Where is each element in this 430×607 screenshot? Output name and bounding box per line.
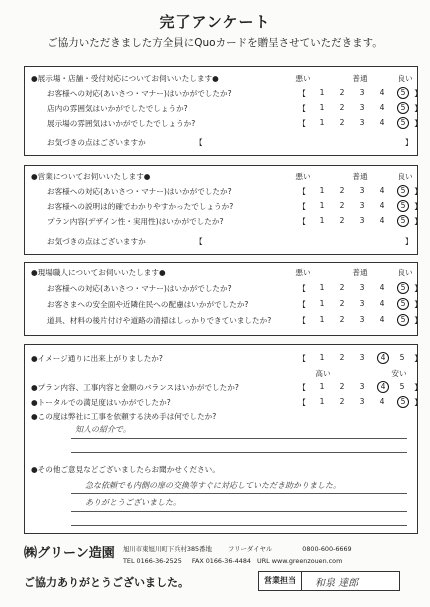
rating-option-4[interactable]: 4 bbox=[379, 88, 385, 97]
question-row bbox=[25, 216, 422, 229]
section-heading: ●現場職人についてお伺いいたします● bbox=[31, 268, 166, 277]
answer-line bbox=[71, 511, 407, 512]
rating-bracket: 】 bbox=[414, 187, 422, 196]
handwritten-reason: 知人の紹介で。 bbox=[75, 425, 131, 434]
comment-label: お気づきの点はございますか bbox=[47, 138, 146, 147]
rating-selected-4[interactable]: 4 bbox=[377, 381, 389, 393]
rating-selected-5[interactable]: 5 bbox=[397, 282, 409, 294]
rating-option-2[interactable]: 2 bbox=[339, 382, 345, 391]
question-text: 店内の雰囲気はいかがでしたでしょうか? bbox=[47, 104, 188, 113]
answer-line bbox=[71, 452, 407, 453]
question-text: ●イメージ通りに出来上がりましたか? bbox=[31, 354, 163, 363]
rating-selected-4[interactable]: 4 bbox=[377, 352, 389, 364]
rating-option-1[interactable]: 1 bbox=[319, 299, 325, 308]
rating-bracket: 】 bbox=[414, 354, 422, 363]
rating-option-4[interactable]: 4 bbox=[379, 216, 385, 225]
rating-bracket: 】 bbox=[414, 316, 422, 325]
company-address: 旭川市東旭川町下兵村385番地 bbox=[123, 545, 212, 553]
question-row bbox=[25, 397, 422, 410]
rating-bracket: 【 bbox=[298, 284, 306, 293]
rating-bracket: 】 bbox=[414, 383, 422, 392]
rating-option-4[interactable]: 4 bbox=[379, 201, 385, 210]
rating-option-3[interactable]: 3 bbox=[359, 216, 365, 225]
rating-selected-5[interactable]: 5 bbox=[397, 185, 409, 197]
question-row bbox=[25, 382, 422, 395]
rating-bracket: 】 bbox=[414, 104, 422, 113]
scale-high-label: 高い bbox=[315, 369, 331, 378]
rating-option-4[interactable]: 4 bbox=[379, 315, 385, 324]
comment-bracket: 】 bbox=[405, 138, 413, 147]
question-row bbox=[25, 186, 422, 199]
handwritten-opinion: 急な依頼でも内側の扉の交換等すぐに対応していただき助かりました。 bbox=[85, 481, 341, 490]
rating-option-4[interactable]: 4 bbox=[379, 397, 385, 406]
rating-option-3[interactable]: 3 bbox=[359, 103, 365, 112]
rating-selected-5[interactable]: 5 bbox=[397, 102, 409, 114]
rating-bracket: 】 bbox=[414, 284, 422, 293]
rating-option-1[interactable]: 1 bbox=[319, 118, 325, 127]
company-fax: FAX 0166-36-4484 bbox=[191, 557, 251, 565]
rating-option-5[interactable]: 5 bbox=[399, 353, 405, 362]
company-url: URL www.greenzouen.com bbox=[257, 557, 343, 565]
rating-option-1[interactable]: 1 bbox=[319, 201, 325, 210]
scale-cheap-label: 安い bbox=[391, 369, 407, 378]
rating-selected-5[interactable]: 5 bbox=[397, 396, 409, 408]
freedial-label: フリーダイヤル bbox=[227, 545, 273, 553]
rating-option-1[interactable]: 1 bbox=[319, 382, 325, 391]
rating-selected-5[interactable]: 5 bbox=[397, 200, 409, 212]
question-text: お客様への説明は的確でわかりやすかったでしょうか? bbox=[47, 202, 234, 211]
rating-option-4[interactable]: 4 bbox=[379, 283, 385, 292]
rating-selected-5[interactable]: 5 bbox=[397, 314, 409, 326]
company-logo: ㈱グリーン造園 bbox=[24, 546, 115, 561]
question-row bbox=[25, 88, 422, 101]
rating-option-5[interactable]: 5 bbox=[399, 382, 405, 391]
scale-bad-label: 悪い bbox=[295, 268, 311, 277]
rating-option-2[interactable]: 2 bbox=[339, 103, 345, 112]
question-text: 道具、材料の後片付けや道路の清掃はしっかりできていましたか? bbox=[47, 316, 272, 325]
rating-bracket: 【 bbox=[298, 354, 306, 363]
scale-good-label: 良い bbox=[397, 268, 413, 277]
staff-name: 和泉 達郎 bbox=[315, 578, 359, 589]
scale-normal-label: 普通 bbox=[352, 172, 368, 181]
rating-option-2[interactable]: 2 bbox=[339, 216, 345, 225]
rating-option-2[interactable]: 2 bbox=[339, 186, 345, 195]
handwritten-opinion: ありがとうございました。 bbox=[85, 498, 181, 507]
question-text: ●この度は弊社に工事を依頼する決め手は何でしたか? bbox=[31, 412, 217, 421]
question-text: お客さまへの安全面や近隣住民への配慮はいかがでしたか? bbox=[47, 300, 249, 309]
rating-option-2[interactable]: 2 bbox=[339, 88, 345, 97]
rating-option-1[interactable]: 1 bbox=[319, 397, 325, 406]
rating-option-3[interactable]: 3 bbox=[359, 186, 365, 195]
question-row bbox=[25, 118, 422, 131]
freedial-number: 0800-600-6669 bbox=[302, 545, 352, 553]
rating-selected-5[interactable]: 5 bbox=[397, 215, 409, 227]
page-subtitle: ご協力いただきました方全員にQuoカードを贈呈させていただきます。 bbox=[47, 37, 383, 49]
rating-option-2[interactable]: 2 bbox=[339, 353, 345, 362]
question-row bbox=[25, 283, 422, 296]
question-row bbox=[25, 299, 422, 312]
rating-bracket: 【 bbox=[298, 383, 306, 392]
scale-bad-label: 悪い bbox=[295, 74, 311, 83]
rating-bracket: 【 bbox=[298, 202, 306, 211]
rating-bracket: 】 bbox=[414, 300, 422, 309]
section-sales bbox=[24, 165, 422, 255]
rating-option-3[interactable]: 3 bbox=[359, 299, 365, 308]
rating-option-2[interactable]: 2 bbox=[339, 397, 345, 406]
section-reception bbox=[24, 66, 422, 156]
rating-option-2[interactable]: 2 bbox=[339, 283, 345, 292]
rating-bracket: 】 bbox=[414, 119, 422, 128]
rating-option-1[interactable]: 1 bbox=[319, 283, 325, 292]
rating-bracket: 】 bbox=[414, 89, 422, 98]
rating-selected-5[interactable]: 5 bbox=[397, 117, 409, 129]
rating-option-3[interactable]: 3 bbox=[359, 397, 365, 406]
scale-good-label: 良い bbox=[397, 74, 413, 83]
question-text: お客様への対応(あいさつ・マナー)はいかがでしたか? bbox=[47, 187, 232, 196]
rating-option-3[interactable]: 3 bbox=[359, 118, 365, 127]
answer-line bbox=[71, 438, 407, 439]
rating-bracket: 】 bbox=[414, 202, 422, 211]
rating-option-2[interactable]: 2 bbox=[339, 201, 345, 210]
rating-option-4[interactable]: 4 bbox=[379, 118, 385, 127]
rating-option-2[interactable]: 2 bbox=[339, 118, 345, 127]
question-text: ●プラン内容、工事内容と金額のバランスはいかがでしたか? bbox=[31, 383, 239, 392]
rating-bracket: 】 bbox=[414, 217, 422, 226]
answer-line bbox=[71, 525, 407, 526]
page-title: 完了アンケート bbox=[159, 13, 271, 31]
rating-option-2[interactable]: 2 bbox=[339, 315, 345, 324]
question-text: 展示場の雰囲気はいかがでしたでしょうか? bbox=[47, 119, 196, 128]
rating-bracket: 【 bbox=[298, 187, 306, 196]
rating-bracket: 】 bbox=[414, 398, 422, 407]
rating-option-3[interactable]: 3 bbox=[359, 283, 365, 292]
section-craftsmen bbox=[24, 262, 422, 336]
rating-option-3[interactable]: 3 bbox=[359, 382, 365, 391]
rating-option-1[interactable]: 1 bbox=[319, 315, 325, 324]
company-tel: TEL 0166-36-2525 bbox=[123, 557, 182, 565]
scale-good-label: 良い bbox=[397, 172, 413, 181]
rating-option-1[interactable]: 1 bbox=[319, 186, 325, 195]
thanks-message: ご協力ありがとうございました。 bbox=[24, 576, 189, 589]
rating-option-1[interactable]: 1 bbox=[319, 353, 325, 362]
rating-bracket: 【 bbox=[298, 398, 306, 407]
scale-normal-label: 普通 bbox=[352, 268, 368, 277]
rating-bracket: 【 bbox=[298, 300, 306, 309]
question-text: プラン内容(デザイン性・実用性)はいかがでしたか? bbox=[47, 217, 224, 226]
rating-option-3[interactable]: 3 bbox=[359, 88, 365, 97]
rating-option-4[interactable]: 4 bbox=[379, 186, 385, 195]
rating-bracket: 【 bbox=[298, 104, 306, 113]
section-heading: ●営業についてお伺いいたします● bbox=[31, 172, 151, 181]
comment-bracket: 】 bbox=[405, 237, 413, 246]
company-contact bbox=[123, 543, 403, 567]
rating-option-4[interactable]: 4 bbox=[379, 299, 385, 308]
question-row bbox=[25, 353, 422, 366]
question-text: ●トータルでの満足度はいかがでしたか? bbox=[31, 398, 171, 407]
answer-line bbox=[71, 493, 407, 494]
comment-label: お気づきの点はございますか bbox=[47, 237, 146, 246]
scale-normal-label: 普通 bbox=[352, 74, 368, 83]
rating-option-1[interactable]: 1 bbox=[319, 103, 325, 112]
question-row bbox=[25, 103, 422, 116]
comment-bracket: 【 bbox=[195, 237, 203, 246]
rating-option-3[interactable]: 3 bbox=[359, 353, 365, 362]
rating-option-4[interactable]: 4 bbox=[379, 103, 385, 112]
scale-bad-label: 悪い bbox=[295, 172, 311, 181]
comment-bracket: 【 bbox=[195, 138, 203, 147]
question-row bbox=[25, 201, 422, 214]
rating-option-3[interactable]: 3 bbox=[359, 315, 365, 324]
rating-option-3[interactable]: 3 bbox=[359, 201, 365, 210]
rating-bracket: 【 bbox=[298, 119, 306, 128]
rating-option-1[interactable]: 1 bbox=[319, 216, 325, 225]
rating-bracket: 【 bbox=[298, 316, 306, 325]
question-text: ●その他ご意見などございましたらお聞かせください。 bbox=[31, 465, 220, 474]
rating-bracket: 【 bbox=[298, 89, 306, 98]
question-text: お客様への対応(あいさつ・マナー)はいかがでしたか? bbox=[47, 89, 232, 98]
staff-label: 営業担当 bbox=[259, 572, 302, 590]
rating-selected-5[interactable]: 5 bbox=[397, 87, 409, 99]
staff-box bbox=[258, 571, 400, 591]
rating-bracket: 【 bbox=[298, 217, 306, 226]
question-row bbox=[25, 315, 422, 328]
rating-option-1[interactable]: 1 bbox=[319, 88, 325, 97]
section-final bbox=[24, 344, 422, 534]
rating-selected-5[interactable]: 5 bbox=[397, 298, 409, 310]
section-heading: ●展示場・店舗・受付対応についてお伺いいたします● bbox=[31, 74, 219, 83]
question-text: お客様への対応(あいさつ・マナー)はいかがでしたか? bbox=[47, 284, 232, 293]
rating-option-2[interactable]: 2 bbox=[339, 299, 345, 308]
